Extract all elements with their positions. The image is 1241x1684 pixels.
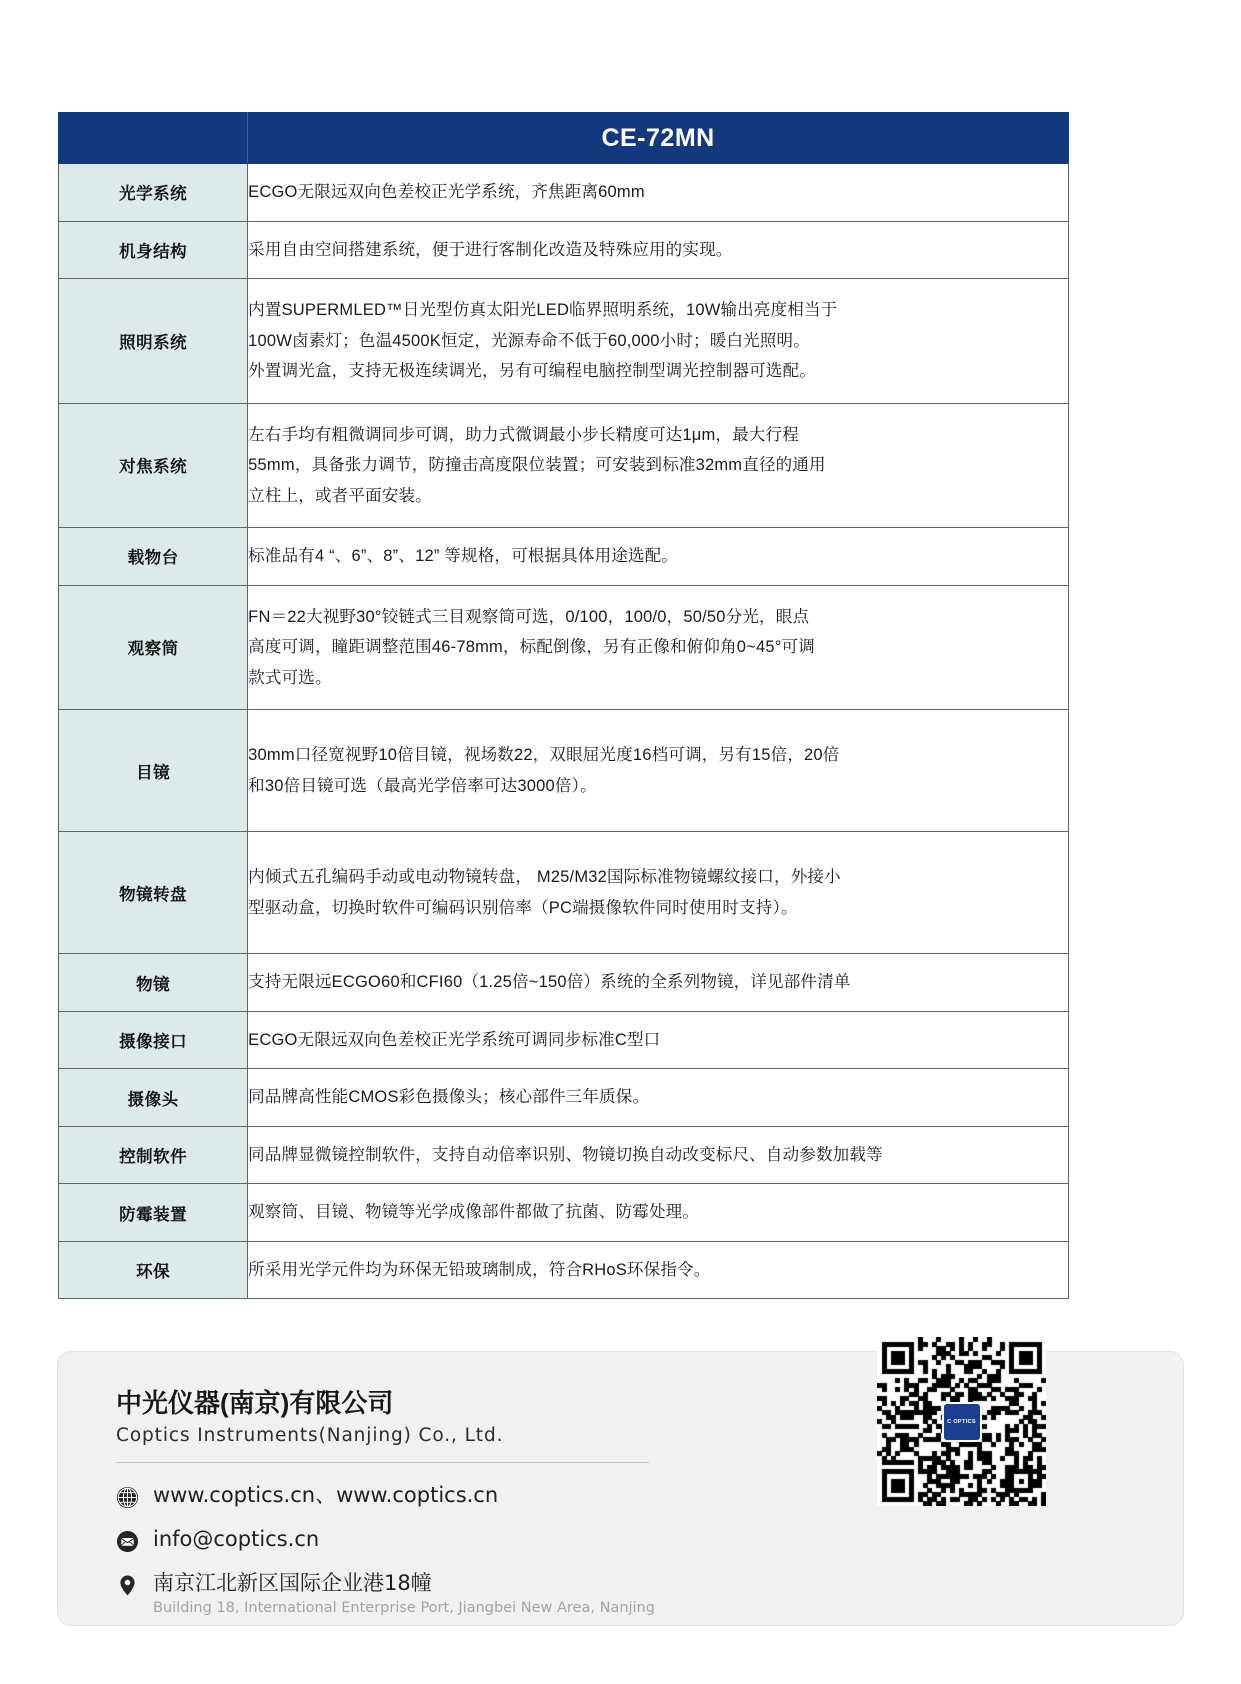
spec-value-line: 内倾式五孔编码手动或电动物镜转盘， M25/M32国际标准物镜螺纹接口，外接小 bbox=[248, 868, 841, 887]
table-row bbox=[59, 585, 1069, 710]
spec-value-line: 55mm，具备张力调节，防撞击高度限位装置；可安装到标准32mm直径的通用 bbox=[248, 456, 826, 475]
spec-value-line: 款式可选。 bbox=[248, 668, 332, 687]
table-header-blank-cell bbox=[59, 113, 248, 164]
spec-label-cell: 摄像头 bbox=[59, 1069, 248, 1127]
table-row bbox=[59, 528, 1069, 586]
contact-row-address[interactable] bbox=[116, 1571, 876, 1618]
spec-value-line: 所采用光学元件均为环保无铅玻璃制成，符合RHoS环保指令。 bbox=[248, 1260, 711, 1279]
spec-value-cell bbox=[248, 403, 1069, 528]
spec-value-cell bbox=[248, 279, 1069, 404]
spec-label-cell: 物镜 bbox=[59, 954, 248, 1012]
spec-label-cell: 光学系统 bbox=[59, 164, 248, 222]
company-name-chinese: 中光仪器(南京)有限公司 bbox=[116, 1388, 394, 1418]
spec-value-line: 支持无限远ECGO60和CFI60（1.25倍~150倍）系统的全系列物镜，详见部件清单 bbox=[248, 973, 851, 992]
table-row bbox=[59, 1011, 1069, 1069]
address-block bbox=[153, 1571, 655, 1618]
table-header-row bbox=[59, 113, 1069, 164]
spec-value-line: 采用自由空间搭建系统，便于进行客制化改造及特殊应用的实现。 bbox=[248, 240, 733, 259]
footer-contact-block bbox=[116, 1388, 876, 1636]
spec-label-cell: 环保 bbox=[59, 1241, 248, 1299]
spec-label-cell: 目镜 bbox=[59, 710, 248, 832]
spec-value-line: FN＝22大视野30°铰链式三目观察筒可选，0/100，100/0，50/50分光，眼点 bbox=[248, 607, 810, 626]
spec-value-cell bbox=[248, 1126, 1069, 1184]
spec-label-cell: 控制软件 bbox=[59, 1126, 248, 1184]
spec-value-cell bbox=[248, 1184, 1069, 1242]
qr-code-canvas bbox=[877, 1337, 1046, 1506]
globe-icon bbox=[116, 1486, 139, 1509]
table-row bbox=[59, 1241, 1069, 1299]
contact-row-email[interactable] bbox=[116, 1527, 876, 1553]
table-row bbox=[59, 710, 1069, 832]
spec-value-line: 左右手均有粗微调同步可调，助力式微调最小步长精度可达1μm，最大行程 bbox=[248, 425, 799, 444]
qr-center-logo: C OPTICS bbox=[942, 1402, 982, 1442]
spec-value-cell bbox=[248, 710, 1069, 832]
spec-label-cell: 物镜转盘 bbox=[59, 832, 248, 954]
spec-value-cell bbox=[248, 1241, 1069, 1299]
envelope-icon bbox=[116, 1530, 139, 1553]
table-row bbox=[59, 403, 1069, 528]
spec-value-line: 观察筒、目镜、物镜等光学成像部件都做了抗菌、防霉处理。 bbox=[248, 1203, 700, 1222]
table-row bbox=[59, 221, 1069, 279]
spec-label-cell: 对焦系统 bbox=[59, 403, 248, 528]
spec-value-cell bbox=[248, 954, 1069, 1012]
spec-value-line: 同品牌高性能CMOS彩色摄像头；核心部件三年质保。 bbox=[248, 1088, 650, 1107]
table-row bbox=[59, 832, 1069, 954]
table-row bbox=[59, 1126, 1069, 1184]
specification-table bbox=[58, 112, 1069, 1299]
spec-value-line: 外置调光盒，支持无极连续调光，另有可编程电脑控制型调光控制器可选配。 bbox=[248, 362, 816, 381]
table-row bbox=[59, 1184, 1069, 1242]
company-name-english: Coptics Instruments(Nanjing) Co., Ltd. bbox=[116, 1425, 504, 1447]
spec-label-cell: 观察筒 bbox=[59, 585, 248, 710]
spec-value-line: 同品牌显微镜控制软件，支持自动倍率识别、物镜切换自动改变标尺、自动参数加载等 bbox=[248, 1145, 883, 1164]
spec-label-cell: 摄像接口 bbox=[59, 1011, 248, 1069]
spec-value-line: 型驱动盒，切换时软件可编码识别倍率（PC端摄像软件同时使用时支持）。 bbox=[248, 898, 798, 917]
spec-value-cell bbox=[248, 164, 1069, 222]
table-row bbox=[59, 164, 1069, 222]
table-row bbox=[59, 954, 1069, 1012]
spec-value-line: 立柱上，或者平面安装。 bbox=[248, 486, 432, 505]
spec-value-cell bbox=[248, 585, 1069, 710]
spec-value-line: ECGO无限远双向色差校正光学系统可调同步标准C型口 bbox=[248, 1030, 661, 1049]
spec-label-cell: 照明系统 bbox=[59, 279, 248, 404]
spec-value-line: 高度可调，瞳距调整范围46-78mm，标配倒像，另有正像和俯仰角0~45°可调 bbox=[248, 638, 815, 657]
model-name-header: CE-72MN bbox=[248, 113, 1069, 164]
email-text: info@coptics.cn bbox=[153, 1527, 320, 1552]
spec-value-line: 30mm口径宽视野10倍目镜，视场数22，双眼屈光度16档可调，另有15倍，20倍 bbox=[248, 746, 840, 765]
table-row bbox=[59, 1069, 1069, 1127]
spec-value-line: 和30倍目镜可选（最高光学倍率可达3000倍）。 bbox=[248, 776, 597, 795]
spec-label-cell: 机身结构 bbox=[59, 221, 248, 279]
spec-value-line: 100W卤素灯；色温4500K恒定，光源寿命不低于60,000小时；暖白光照明。 bbox=[248, 331, 810, 350]
spec-value-line: 内置SUPERMLED™日光型仿真太阳光LED临界照明系统，10W输出亮度相当于 bbox=[248, 301, 838, 320]
table-header bbox=[59, 113, 1069, 164]
spec-value-cell bbox=[248, 528, 1069, 586]
spec-value-cell bbox=[248, 832, 1069, 954]
spec-value-cell bbox=[248, 1069, 1069, 1127]
spec-value-line: 标准品有4 “、6”、8”、12” 等规格，可根据具体用途选配。 bbox=[248, 547, 679, 566]
table-row bbox=[59, 279, 1069, 404]
contact-row-website[interactable] bbox=[116, 1483, 876, 1509]
address-text-english: Building 18, International Enterprise Port, Jiangbei New Area, Nanjing bbox=[153, 1600, 655, 1617]
spec-label-cell: 载物台 bbox=[59, 528, 248, 586]
spec-label-cell: 防霉装置 bbox=[59, 1184, 248, 1242]
spec-value-line: ECGO无限远双向色差校正光学系统，齐焦距离60mm bbox=[248, 183, 645, 201]
spec-value-cell bbox=[248, 1011, 1069, 1069]
footer-divider bbox=[116, 1462, 649, 1463]
location-pin-icon bbox=[116, 1574, 139, 1597]
website-text: www.coptics.cn、www.coptics.cn bbox=[153, 1483, 499, 1508]
spec-value-cell bbox=[248, 221, 1069, 279]
address-text-chinese: 南京江北新区国际企业港18幢 bbox=[153, 1571, 432, 1596]
table-body bbox=[59, 164, 1069, 1299]
qr-code[interactable] bbox=[877, 1337, 1046, 1506]
